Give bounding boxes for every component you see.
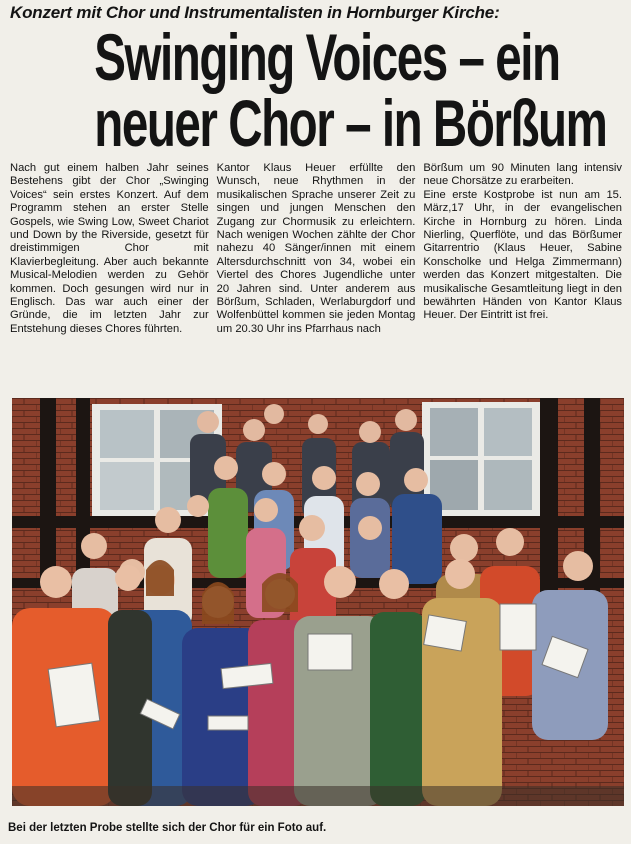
body-paragraph: Börßum um 90 Minuten lang intensiv neue Chorsätze zu erarbeiten. <box>423 162 623 188</box>
body-paragraph: Kantor Klaus Heuer erfüllte den Wunsch, neue Rhythmen in der musikalischen Sprache unserer Zeit zu singen und jungen Menschen den Zugang zur Chormusik zu erleichtern. Nach wenigen Wochen zählte der Chor nahezu 40 Sänger/innen mit einem Altersdurchschnitt von 34, wobei ein Viertel des Chores Jugendliche unter 20 Jahren sind. Unter anderem aus Börßum, Schladen, Werlaburgdorf und Wolfenbüttel kommen sie jeden Montag um 20.30 Uhr ins Pfarrhaus nach <box>216 162 416 335</box>
right-window <box>422 402 540 516</box>
article-body <box>10 162 622 390</box>
body-column-3 <box>423 162 622 390</box>
headline-line-1: Swinging Voices – ein <box>94 20 560 94</box>
photo-caption: Bei der letzten Probe stellte sich der Chor für ein Foto auf. <box>8 822 327 834</box>
body-column-1 <box>10 162 209 390</box>
body-paragraph: Nach gut einem halben Jahr seines Bestehens gibt der Chor „Swinging Voices“ sein erstes Konzert. Auf dem Programm stehen an erster Stelle Gospels, wie Swing Low, Sweet Chariot und Down by the Riverside, gesetzt für dreistimmigen Chor mit Klavierbegleitung. Aber auch bekannte Musical-Melodien werden zu Gehör kommen. Doch gesungen wird nur in Englisch. Das war auch einer der Gründe, die im letzten Jahr zur Entstehung dieses Chores führten. <box>10 162 209 335</box>
article-kicker: Konzert mit Chor und Instrumentalisten in Hornburger Kirche: <box>10 3 500 22</box>
article-headline <box>94 20 607 160</box>
headline-line-2: neuer Chor – in Börßum <box>94 86 607 160</box>
body-paragraph: Eine erste Kostprobe ist nun am 15. März,17 Uhr, in der evangelischen Kirche in Hornburg zu hören. Linda Nierling, Querflöte, und das Börßumer Gitarrentrio (Klaus Heuer, Sabine Konscholke und Helga Zimmermann) werden das Konzert mitgestalten. Die musikalische Gesamtleitung liegt in den bewährten Händen von Kantor Klaus Heuer. Der Eintritt ist frei. <box>423 188 623 322</box>
body-column-2 <box>217 162 416 390</box>
choir-photo <box>12 398 624 806</box>
choir-photo-illustration <box>12 398 624 806</box>
